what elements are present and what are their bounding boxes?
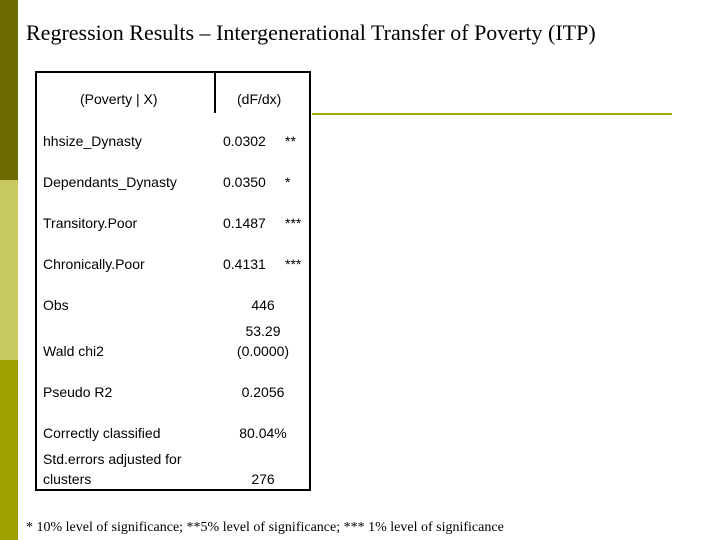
stat-value-obs: 446 — [251, 297, 275, 313]
significance-footnote: * 10% level of significance; **5% level of significance; *** 1% level of significance — [26, 520, 504, 535]
stat-value-wald: 53.29 — [245, 323, 281, 339]
side-bar-bottom — [0, 360, 18, 540]
side-bar-middle — [0, 180, 18, 360]
header-poverty: (Poverty | X) — [80, 91, 158, 107]
stat-value-pseudo: 0.2056 — [241, 384, 285, 400]
row-label-chronic: Chronically.Poor — [43, 256, 145, 272]
row-value-chronic: 0.4131 — [223, 256, 266, 272]
header-separator — [214, 71, 216, 113]
row-stars-chronic: *** — [285, 256, 302, 272]
title-rule — [312, 113, 672, 115]
stat-label-correct: Correctly classified — [43, 425, 161, 441]
stat-value-wald-p: (0.0000) — [236, 343, 290, 359]
stat-value-clusters: 276 — [251, 471, 275, 487]
stat-label-clusters-line1: Std.errors adjusted for — [43, 451, 182, 467]
stat-label-clusters-line2: clusters — [43, 471, 92, 487]
row-stars-hhsize: ** — [285, 133, 296, 149]
row-label-dependants: Dependants_Dynasty — [43, 174, 177, 190]
row-value-dependants: 0.0350 — [223, 174, 266, 190]
stat-label-wald: Wald chi2 — [43, 343, 104, 359]
side-bar-top — [0, 0, 18, 180]
stat-label-pseudo: Pseudo R2 — [43, 384, 113, 400]
row-label-hhsize: hhsize_Dynasty — [43, 133, 142, 149]
row-value-transitory: 0.1487 — [223, 215, 266, 231]
header-dfdx: (dF/dx) — [237, 91, 282, 107]
row-stars-dependants: * — [285, 174, 291, 190]
stat-value-correct: 80.04% — [239, 425, 287, 441]
stat-label-obs: Obs — [43, 297, 69, 313]
slide-title: Regression Results – Intergenerational Transfer of Poverty (ITP) — [26, 20, 596, 45]
row-label-transitory: Transitory.Poor — [43, 215, 138, 231]
row-stars-transitory: *** — [285, 215, 302, 231]
row-value-hhsize: 0.0302 — [223, 133, 266, 149]
